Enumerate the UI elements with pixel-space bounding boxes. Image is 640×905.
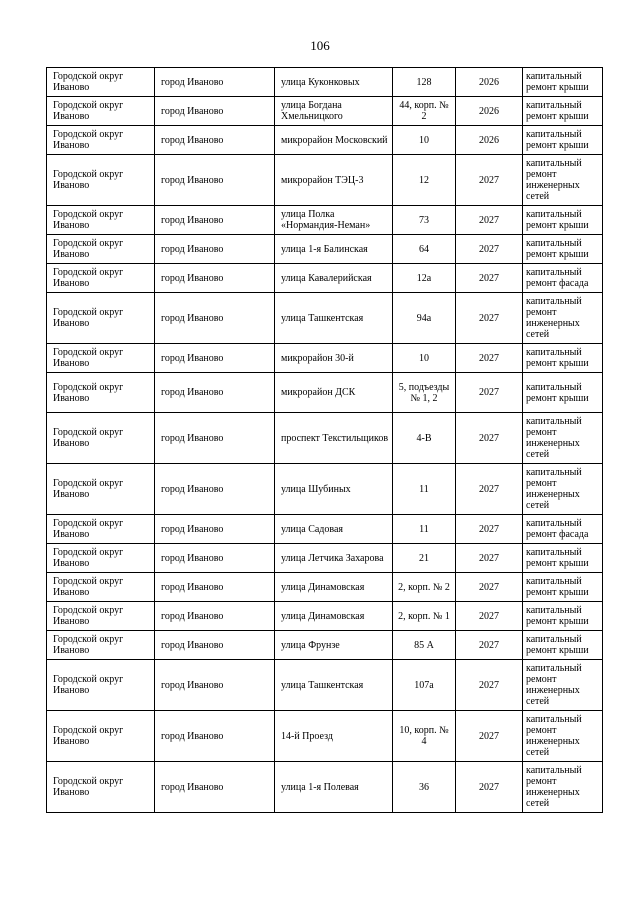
year-cell: 2027 [456, 373, 523, 413]
street-cell: улица Фрунзе [275, 631, 393, 660]
city-cell: город Иваново [155, 68, 275, 97]
district-cell: Городской округ Иваново [47, 373, 155, 413]
house-number-cell: 11 [393, 515, 456, 544]
house-number-cell: 2, корп. № 1 [393, 602, 456, 631]
city-cell: город Иваново [155, 344, 275, 373]
street-cell: улица Ташкентская [275, 293, 393, 344]
city-cell: город Иваново [155, 264, 275, 293]
work-type-cell: капитальный ремонт инженерных сетей [523, 293, 603, 344]
work-type-cell: капитальный ремонт крыши [523, 631, 603, 660]
district-cell: Городской округ Иваново [47, 126, 155, 155]
repair-schedule-table [46, 67, 603, 813]
work-type-cell: капитальный ремонт крыши [523, 97, 603, 126]
year-cell: 2027 [456, 762, 523, 813]
table-row [47, 413, 603, 464]
district-cell: Городской округ Иваново [47, 235, 155, 264]
district-cell: Городской округ Иваново [47, 660, 155, 711]
street-cell: улица Ташкентская [275, 660, 393, 711]
year-cell: 2027 [456, 264, 523, 293]
table-row [47, 762, 603, 813]
house-number-cell: 5, подъезды № 1, 2 [393, 373, 456, 413]
district-cell: Городской округ Иваново [47, 155, 155, 206]
street-cell: 14-й Проезд [275, 711, 393, 762]
table-row [47, 126, 603, 155]
street-cell: улица Полка «Нормандия-Неман» [275, 206, 393, 235]
table-row [47, 660, 603, 711]
year-cell: 2027 [456, 413, 523, 464]
year-cell: 2027 [456, 293, 523, 344]
city-cell: город Иваново [155, 373, 275, 413]
year-cell: 2027 [456, 155, 523, 206]
street-cell: улица Богдана Хмельницкого [275, 97, 393, 126]
city-cell: город Иваново [155, 660, 275, 711]
table-row [47, 544, 603, 573]
house-number-cell: 2, корп. № 2 [393, 573, 456, 602]
house-number-cell: 36 [393, 762, 456, 813]
district-cell: Городской округ Иваново [47, 293, 155, 344]
district-cell: Городской округ Иваново [47, 711, 155, 762]
street-cell: улица Динамовская [275, 573, 393, 602]
street-cell: микрорайон Московский [275, 126, 393, 155]
work-type-cell: капитальный ремонт крыши [523, 573, 603, 602]
city-cell: город Иваново [155, 544, 275, 573]
street-cell: улица Куконковых [275, 68, 393, 97]
work-type-cell: капитальный ремонт инженерных сетей [523, 413, 603, 464]
work-type-cell: капитальный ремонт крыши [523, 344, 603, 373]
work-type-cell: капитальный ремонт крыши [523, 68, 603, 97]
city-cell: город Иваново [155, 711, 275, 762]
work-type-cell: капитальный ремонт крыши [523, 544, 603, 573]
district-cell: Городской округ Иваново [47, 464, 155, 515]
work-type-cell: капитальный ремонт крыши [523, 602, 603, 631]
table-row [47, 206, 603, 235]
house-number-cell: 12а [393, 264, 456, 293]
district-cell: Городской округ Иваново [47, 97, 155, 126]
table-row [47, 264, 603, 293]
street-cell: улица Садовая [275, 515, 393, 544]
year-cell: 2027 [456, 544, 523, 573]
street-cell: улица Динамовская [275, 602, 393, 631]
house-number-cell: 44, корп. № 2 [393, 97, 456, 126]
street-cell: проспект Текстильщиков [275, 413, 393, 464]
city-cell: город Иваново [155, 126, 275, 155]
work-type-cell: капитальный ремонт фасада [523, 264, 603, 293]
work-type-cell: капитальный ремонт фасада [523, 515, 603, 544]
page-number: 106 [310, 38, 330, 53]
house-number-cell: 10 [393, 344, 456, 373]
district-cell: Городской округ Иваново [47, 762, 155, 813]
city-cell: город Иваново [155, 515, 275, 544]
house-number-cell: 94а [393, 293, 456, 344]
work-type-cell: капитальный ремонт инженерных сетей [523, 762, 603, 813]
table-row [47, 68, 603, 97]
table-row [47, 235, 603, 264]
street-cell: улица 1-я Балинская [275, 235, 393, 264]
city-cell: город Иваново [155, 762, 275, 813]
work-type-cell: капитальный ремонт инженерных сетей [523, 155, 603, 206]
house-number-cell: 11 [393, 464, 456, 515]
year-cell: 2027 [456, 631, 523, 660]
work-type-cell: капитальный ремонт инженерных сетей [523, 711, 603, 762]
district-cell: Городской округ Иваново [47, 344, 155, 373]
house-number-cell: 64 [393, 235, 456, 264]
street-cell: микрорайон 30-й [275, 344, 393, 373]
city-cell: город Иваново [155, 293, 275, 344]
work-type-cell: капитальный ремонт крыши [523, 373, 603, 413]
district-cell: Городской округ Иваново [47, 515, 155, 544]
district-cell: Городской округ Иваново [47, 264, 155, 293]
table-row [47, 711, 603, 762]
year-cell: 2026 [456, 126, 523, 155]
work-type-cell: капитальный ремонт инженерных сетей [523, 660, 603, 711]
work-type-cell: капитальный ремонт крыши [523, 235, 603, 264]
street-cell: улица Шубиных [275, 464, 393, 515]
year-cell: 2027 [456, 660, 523, 711]
house-number-cell: 85 А [393, 631, 456, 660]
district-cell: Городской округ Иваново [47, 206, 155, 235]
city-cell: город Иваново [155, 235, 275, 264]
district-cell: Городской округ Иваново [47, 631, 155, 660]
street-cell: улица 1-я Полевая [275, 762, 393, 813]
house-number-cell: 12 [393, 155, 456, 206]
work-type-cell: капитальный ремонт инженерных сетей [523, 464, 603, 515]
year-cell: 2027 [456, 711, 523, 762]
year-cell: 2027 [456, 573, 523, 602]
table-body [47, 68, 603, 813]
year-cell: 2026 [456, 97, 523, 126]
year-cell: 2027 [456, 464, 523, 515]
year-cell: 2027 [456, 235, 523, 264]
table-row [47, 293, 603, 344]
table-row [47, 155, 603, 206]
table-row [47, 344, 603, 373]
house-number-cell: 21 [393, 544, 456, 573]
table-row [47, 631, 603, 660]
city-cell: город Иваново [155, 573, 275, 602]
house-number-cell: 4-В [393, 413, 456, 464]
table-row [47, 515, 603, 544]
work-type-cell: капитальный ремонт крыши [523, 126, 603, 155]
district-cell: Городской округ Иваново [47, 68, 155, 97]
district-cell: Городской округ Иваново [47, 602, 155, 631]
district-cell: Городской округ Иваново [47, 573, 155, 602]
year-cell: 2027 [456, 344, 523, 373]
house-number-cell: 10 [393, 126, 456, 155]
year-cell: 2026 [456, 68, 523, 97]
city-cell: город Иваново [155, 602, 275, 631]
house-number-cell: 73 [393, 206, 456, 235]
year-cell: 2027 [456, 206, 523, 235]
table-row [47, 97, 603, 126]
city-cell: город Иваново [155, 464, 275, 515]
street-cell: микрорайон ТЭЦ-3 [275, 155, 393, 206]
street-cell: улица Кавалерийская [275, 264, 393, 293]
year-cell: 2027 [456, 602, 523, 631]
table-row [47, 602, 603, 631]
house-number-cell: 10, корп. № 4 [393, 711, 456, 762]
house-number-cell: 128 [393, 68, 456, 97]
table-row [47, 464, 603, 515]
city-cell: город Иваново [155, 155, 275, 206]
year-cell: 2027 [456, 515, 523, 544]
district-cell: Городской округ Иваново [47, 544, 155, 573]
house-number-cell: 107а [393, 660, 456, 711]
district-cell: Городской округ Иваново [47, 413, 155, 464]
table-row [47, 373, 603, 413]
city-cell: город Иваново [155, 97, 275, 126]
table-row [47, 573, 603, 602]
city-cell: город Иваново [155, 631, 275, 660]
street-cell: улица Летчика Захарова [275, 544, 393, 573]
street-cell: микрорайон ДСК [275, 373, 393, 413]
city-cell: город Иваново [155, 206, 275, 235]
city-cell: город Иваново [155, 413, 275, 464]
work-type-cell: капитальный ремонт крыши [523, 206, 603, 235]
